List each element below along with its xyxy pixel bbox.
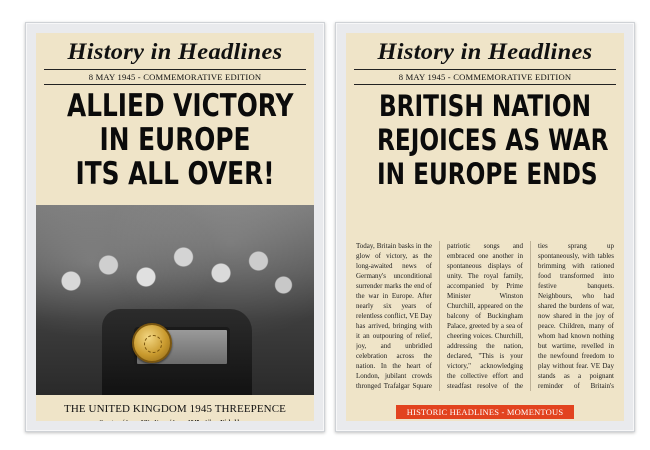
footer-banner bbox=[396, 405, 574, 419]
headline-line: IN EUROPE ENDS bbox=[377, 157, 598, 191]
edition-text: 8 MAY 1945 - COMMEMORATIVE EDITION bbox=[398, 72, 572, 82]
article-column: patriotic songs and embraced one another in spontaneous displays of unity. The royal family, accompanied by Prime Minister Winston Churchill, appeared on the balcony of Buckingham Palace, greeted by a sea of cheering voices. Churchill, addressing the nation, declared, "This is your victory," acknowledging the collective effort and steadfast resolve of the bbox=[447, 242, 523, 390]
masthead: History in Headlines bbox=[67, 39, 283, 64]
article-columns bbox=[356, 241, 614, 391]
edition-bar bbox=[44, 69, 306, 85]
left-frame bbox=[25, 22, 325, 432]
edition-text: 8 MAY 1945 - COMMEMORATIVE EDITION bbox=[88, 72, 262, 82]
spec-label bbox=[99, 420, 139, 421]
coin-specs-line1 bbox=[36, 420, 314, 421]
edition-bar bbox=[354, 69, 616, 85]
left-newspaper bbox=[36, 33, 314, 421]
crowd bbox=[46, 233, 296, 313]
headline-line: REJOICES AS WAR bbox=[377, 123, 609, 157]
headline-line: IN EUROPE bbox=[99, 122, 251, 158]
headline bbox=[377, 89, 609, 191]
spec-value bbox=[188, 420, 200, 421]
headline-line: BRITISH NATION bbox=[378, 89, 591, 123]
spec-label bbox=[154, 420, 186, 421]
footer-text: HISTORIC HEADLINES - MOMENTOUS bbox=[406, 407, 564, 417]
article-column: ties sprang up spontaneously, with tables brimming with rationed food transformed into festive banquets. Neighbours, who had shared the burdens of war, now shared in the joy of peace. Children, many of whom had known nothing but wartime, revelled in the newfound freedom to play without fear. VE Day stands as a poignant reminder of Britain's bbox=[538, 242, 614, 390]
headline-line: ITS ALL OVER! bbox=[75, 156, 275, 192]
right-frame bbox=[335, 22, 635, 432]
spec-label bbox=[204, 420, 219, 421]
threepence-coin bbox=[132, 323, 172, 363]
headline-line: ALLIED VICTORY bbox=[67, 88, 294, 124]
right-newspaper bbox=[346, 33, 624, 421]
column-divider bbox=[439, 241, 440, 391]
masthead: History in Headlines bbox=[377, 39, 593, 64]
victory-photo bbox=[36, 205, 314, 395]
column-divider bbox=[530, 241, 531, 391]
coin-title: THE UNITED KINGDOM 1945 THREEPENCE bbox=[64, 403, 286, 415]
article-column: Today, Britain basks in the glow of victory, as the long-awaited news of Germany's unconditional surrender marks the end of the war in Europe. After nearly six years of relentless conflict, VE Day has arrived, bringing with it an outpouring of relief, joy, and unbridled celebration across the nation. In the heart of London, jubilant crowds thronged Trafalgar Square bbox=[356, 242, 432, 390]
spec-value bbox=[141, 420, 150, 421]
headline bbox=[67, 88, 294, 192]
spec-value bbox=[220, 420, 250, 421]
